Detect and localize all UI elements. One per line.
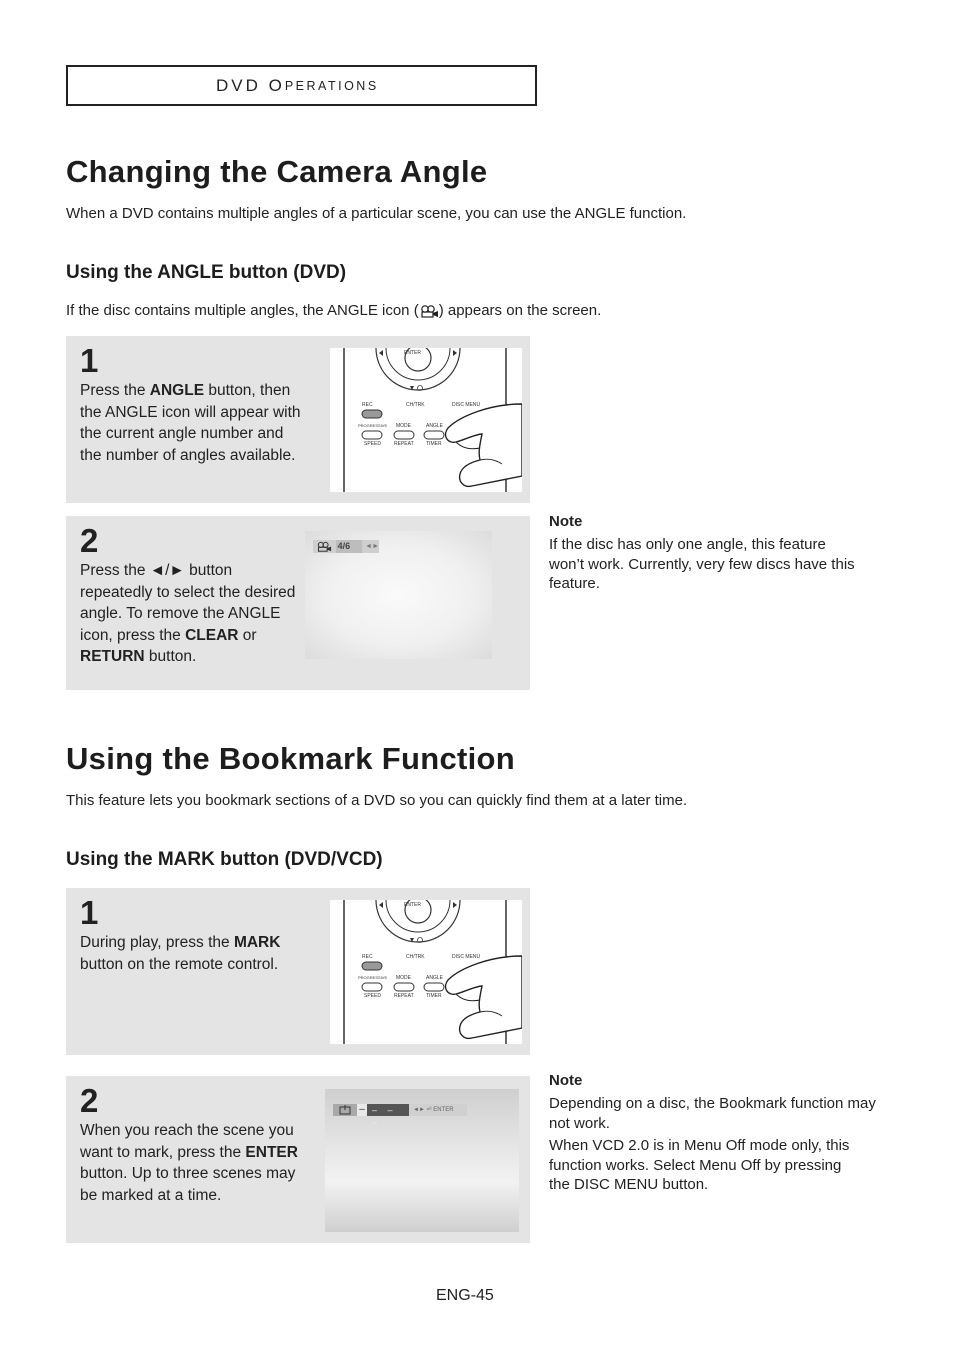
step-text: Press the ANGLE button, then the ANGLE icon will appear with the current angle number and the number of angles available. (80, 382, 301, 464)
remote-progressive-label: PROGRESSIVE (358, 423, 388, 428)
angle-camera-icon (419, 304, 439, 318)
remote-chtrk-label: CH/TRK (406, 954, 425, 960)
tv-screen-bookmark (325, 1089, 519, 1232)
remote-angle-label: ANGLE (426, 975, 443, 981)
angle-icon-intro (66, 302, 601, 319)
bookmark-step-2 (66, 1076, 530, 1243)
angle-intro-after: ) appears on the screen. (438, 302, 602, 319)
remote-mode-label: MODE (396, 975, 411, 981)
bookmark-osd-bar (333, 1104, 467, 1127)
angle-button-subtitle: Using the ANGLE button (DVD) (66, 262, 347, 283)
note-text: If the disc has only one angle, this feature won’t work. Currently, very few discs have this feature. (549, 536, 855, 592)
remote-mark-diagram (330, 900, 522, 1044)
step-text: When you reach the scene you want to mark, press the ENTER button. Up to three scenes may be marked at a time. (80, 1122, 298, 1204)
remote-repeat-label: REPEAT (394, 993, 414, 999)
bookmark-osd-slots: – – – (367, 1104, 409, 1116)
remote-enter-label: ENTER (404, 350, 421, 356)
remote-repeat-label: REPEAT (394, 441, 414, 447)
remote-speed-label: SPEED (364, 441, 381, 447)
mark-button-subtitle: Using the MARK button (DVD/VCD) (66, 849, 383, 870)
step-number: 2 (80, 1082, 99, 1119)
section-header-smallcaps: PERATIONS (284, 78, 379, 93)
camera-angle-intro: When a DVD contains multiple angles of a particular scene, you can use the ANGLE function. (66, 205, 687, 222)
remote-control-illustration (330, 900, 522, 1044)
remote-enter-label: ENTER (404, 902, 421, 908)
bookmark-step-1 (66, 888, 530, 1055)
bookmark-osd-icon (333, 1104, 357, 1116)
bookmark-title: Using the Bookmark Function (66, 741, 516, 776)
remote-discmenu-label: DISC MENU (452, 954, 481, 960)
note-text-2: When VCD 2.0 is in Menu Off mode only, this function works. Select Menu Off by pressing the DISC MENU button. (549, 1137, 850, 1193)
angle-step-2 (66, 516, 530, 690)
remote-speed-label: SPEED (364, 993, 381, 999)
remote-angle-diagram (330, 348, 522, 492)
angle-osd-icon (313, 540, 336, 553)
remote-progressive-label: PROGRESSIVE (358, 975, 388, 980)
angle-intro-before: If the disc contains multiple angles, the ANGLE icon ( (66, 302, 419, 319)
angle-osd-value: 4/6 (336, 540, 363, 553)
remote-mode-label: MODE (396, 423, 411, 429)
step-text: Press the ◄/► button repeatedly to select the desired angle. To remove the ANGLE icon, press the CLEAR or RETURN button. (80, 562, 296, 666)
angle-osd-arrows: ◄► (365, 543, 379, 550)
step-number: 2 (80, 522, 99, 559)
section-header (66, 65, 537, 106)
step-number: 1 (80, 894, 99, 931)
note-text-1: Depending on a disc, the Bookmark function may not work. (549, 1095, 876, 1132)
remote-chtrk-label: CH/TRK (406, 402, 425, 408)
remote-angle-label: ANGLE (426, 423, 443, 429)
angle-step-1 (66, 336, 530, 503)
remote-discmenu-label: DISC MENU (452, 402, 481, 408)
bookmark-osd-dash: – (357, 1104, 367, 1116)
step-text: During play, press the MARK button on the remote control. (80, 934, 281, 973)
remote-timer-label: TIMER (426, 993, 442, 999)
remote-rec-label: REC (362, 954, 373, 960)
remote-rec-label: REC (362, 402, 373, 408)
bookmark-intro: This feature lets you bookmark sections of a DVD so you can quickly find them at a later time. (66, 792, 688, 809)
page-number: ENG-45 (436, 1287, 494, 1304)
bookmark-osd-nav: ◄► ⏎ ENTER (409, 1104, 467, 1116)
camera-angle-title: Changing the Camera Angle (66, 154, 488, 189)
note-title: Note (549, 513, 583, 530)
angle-osd-bar (313, 540, 379, 553)
step-number: 1 (80, 342, 99, 379)
note-title: Note (549, 1072, 583, 1089)
section-header-text: DVD O (216, 75, 285, 95)
remote-timer-label: TIMER (426, 441, 442, 447)
remote-control-illustration (330, 348, 522, 492)
tv-screen-angle (305, 531, 492, 659)
